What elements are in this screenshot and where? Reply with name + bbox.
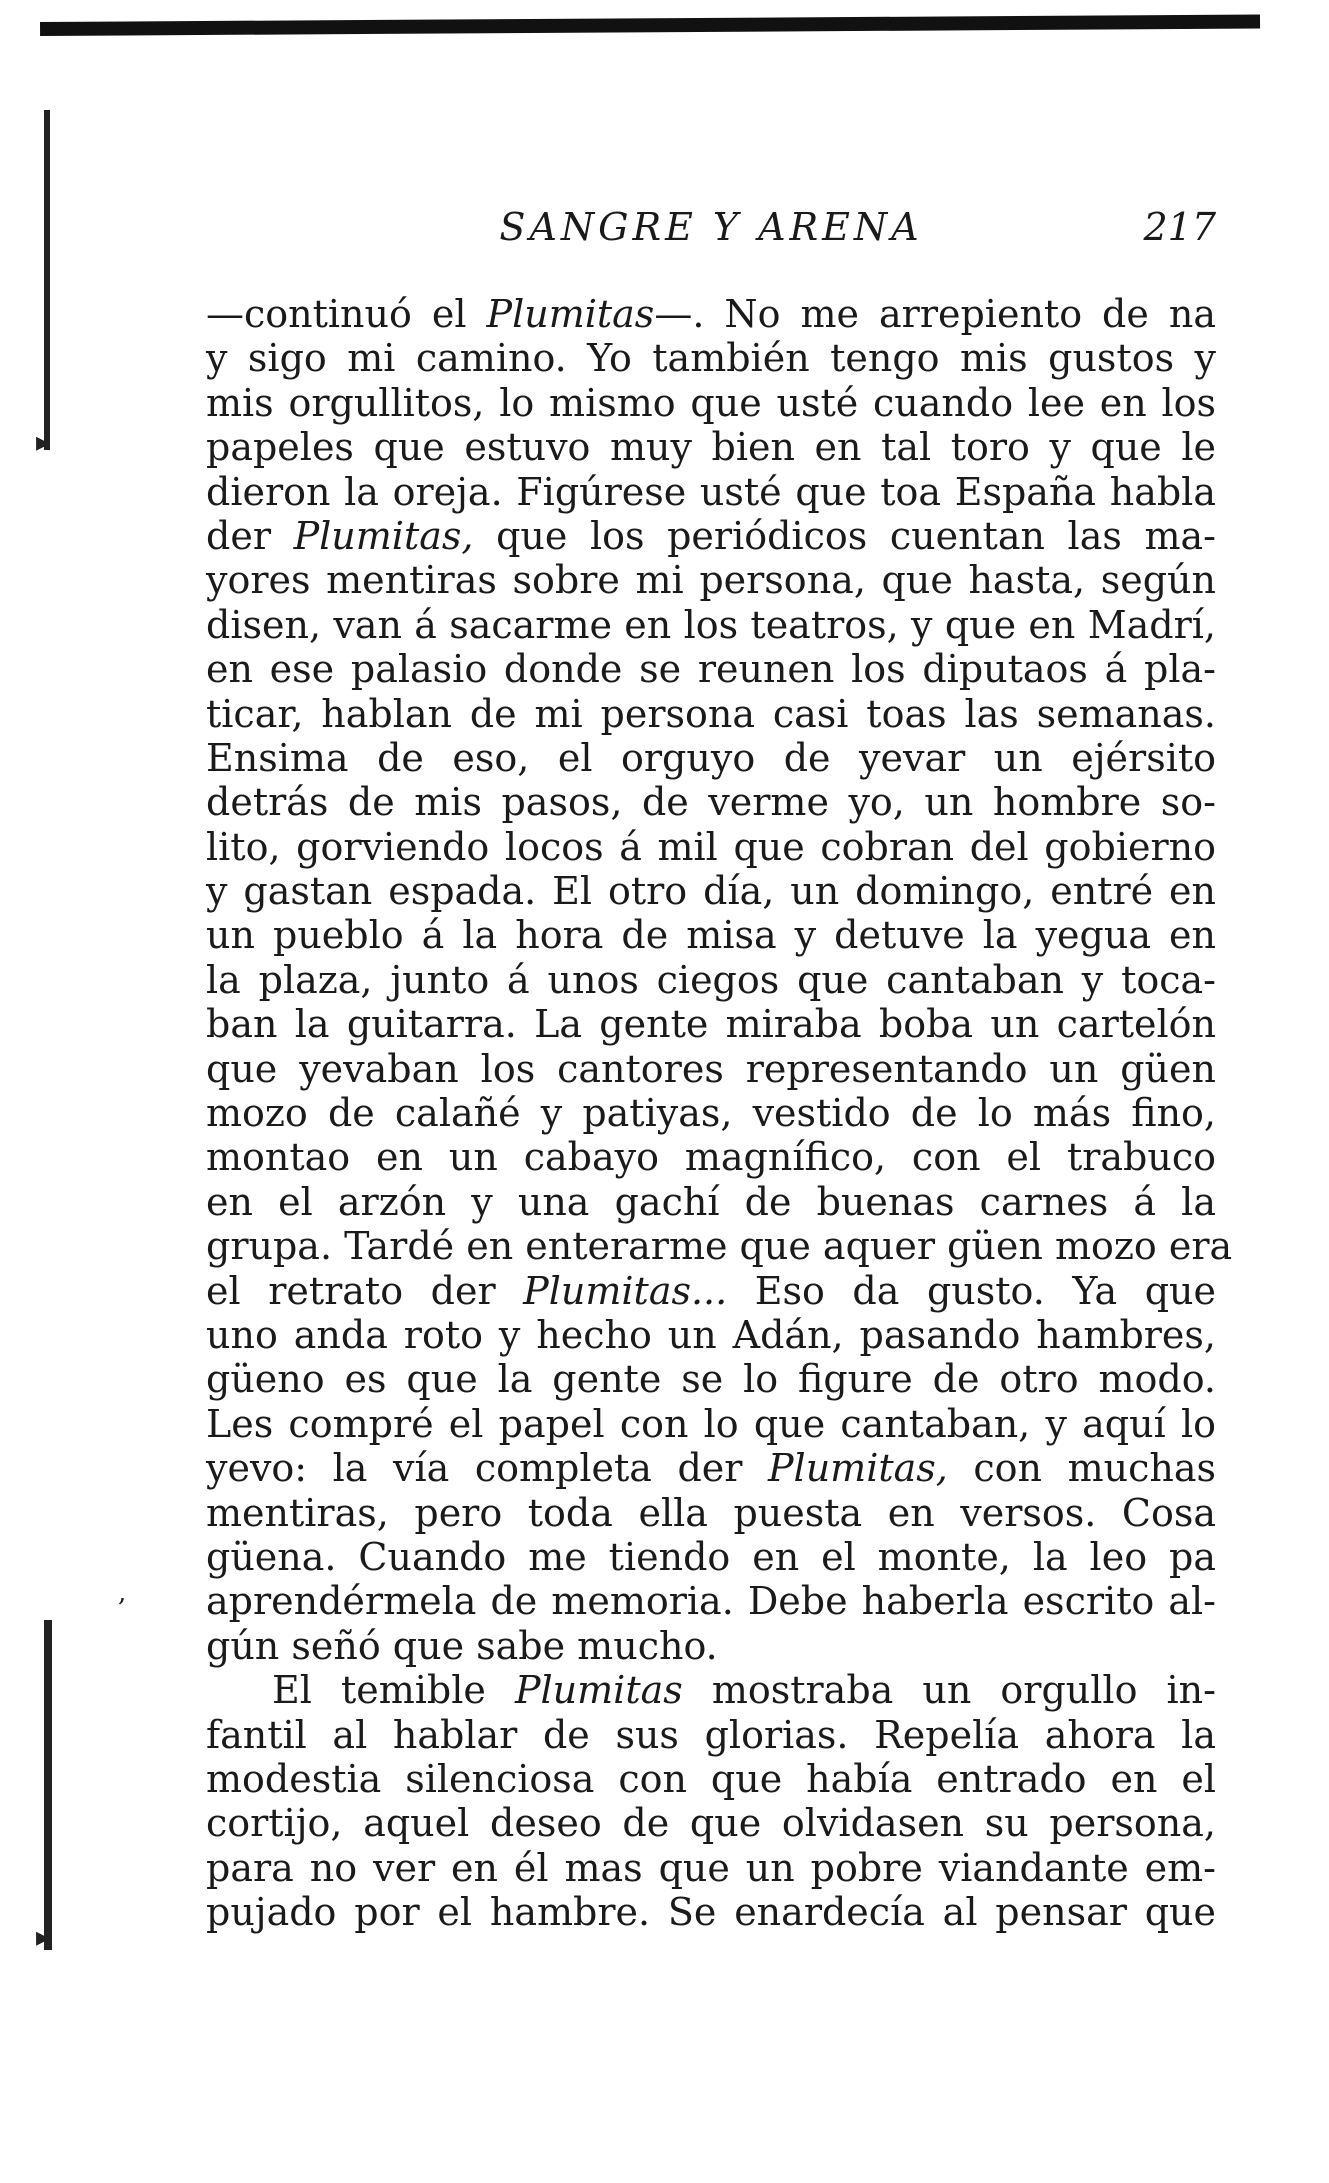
top-rule — [40, 15, 1260, 36]
text-line: Les compré el papel con lo que cantaban, y aquí lo — [206, 1401, 1216, 1446]
binding-mark-icon: ▸ — [36, 1920, 51, 1953]
text-line: gún señó que sabe mucho. — [206, 1623, 718, 1668]
text-line: montao en un cabayo magnífico, con el trabuco — [206, 1135, 1216, 1180]
text-line: uno anda roto y hecho un Adán, pasando hambres, — [206, 1312, 1216, 1357]
text-line: que yevaban los cantores representando un güen — [206, 1046, 1216, 1091]
text-line: papeles que estuvo muy bien en tal toro y que le — [206, 425, 1216, 470]
text-line: y gastan espada. El otro día, un domingo, entré en — [206, 869, 1216, 914]
text-line: yores mentiras sobre mi persona, que hasta, según — [206, 558, 1216, 603]
text-line: mentiras, pero toda ella puesta en versos. Cosa — [206, 1490, 1216, 1535]
text-line: disen, van á sacarme en los teatros, y que en Madrí, — [206, 602, 1216, 647]
text-line: para no ver en él mas que un pobre viandante em- — [206, 1845, 1216, 1890]
text-line: un pueblo á la hora de misa y detuve la yegua en — [206, 913, 1216, 958]
text-line: ban la guitarra. La gente miraba boba un cartelón — [206, 1002, 1216, 1047]
spine-edge-top — [44, 110, 50, 450]
text-line: grupa. Tardé en enterarme que aquer güen mozo era — [206, 1224, 1233, 1269]
text-line: detrás de mis pasos, de verme yo, un hombre so- — [206, 780, 1216, 825]
text-line: El temible Plumitas mostraba un orgullo in- — [272, 1668, 1216, 1713]
text-line: la plaza, junto á unos ciegos que cantaban y toca- — [206, 957, 1216, 1002]
binding-mark-icon: ▸ — [36, 425, 51, 458]
text-line: pujado por el hambre. Se enardecía al pensar que — [206, 1890, 1216, 1935]
text-line: güeno es que la gente se lo figure de otro modo. — [206, 1357, 1216, 1402]
running-head — [206, 205, 1216, 255]
running-title: SANGRE Y ARENA — [499, 205, 923, 249]
text-line: dieron la oreja. Figúrese usté que toa España habla — [206, 469, 1216, 514]
text-line: güena. Cuando me tiendo en el monte, la leo pa — [206, 1534, 1216, 1579]
text-line: en ese palasio donde se reunen los diputaos á pla- — [206, 647, 1216, 692]
text-line: en el arzón y una gachí de buenas carnes á la — [206, 1179, 1216, 1224]
text-line: cortijo, aquel deseo de que olvidasen su persona, — [206, 1801, 1216, 1846]
text-line: Ensima de eso, el orguyo de yevar un ejérsito — [206, 735, 1216, 780]
text-line: ticar, hablan de mi persona casi toas las semanas. — [206, 691, 1216, 736]
text-line: aprendérmela de memoria. Debe haberla escrito al- — [206, 1579, 1216, 1624]
text-line: lito, gorviendo locos á mil que cobran del gobierno — [206, 824, 1216, 869]
body-text — [206, 292, 1233, 1935]
stray-mark: , — [118, 1578, 127, 1608]
text-line: yevo: la vía completa der Plumitas, con muchas — [206, 1446, 1216, 1491]
text-line: mis orgullitos, lo mismo que usté cuando lee en los — [206, 380, 1216, 425]
text-line: fantil al hablar de sus glorias. Repelía ahora la — [206, 1712, 1216, 1757]
text-line: el retrato der Plumitas... Eso da gusto. Ya que — [206, 1268, 1217, 1313]
text-line: mozo de calañé y patiyas, vestido de lo más fino, — [206, 1091, 1216, 1136]
text-line: der Plumitas, que los periódicos cuentan las ma- — [206, 513, 1216, 558]
text-line: —continuó el Plumitas—. No me arrepiento de na — [206, 292, 1216, 336]
page-number: 217 — [1143, 205, 1216, 249]
text-line: y sigo mi camino. Yo también tengo mis gustos y — [206, 336, 1216, 381]
spine-edge-bottom — [44, 1620, 52, 1950]
text-line: modestia silenciosa con que había entrado en el — [206, 1756, 1216, 1801]
